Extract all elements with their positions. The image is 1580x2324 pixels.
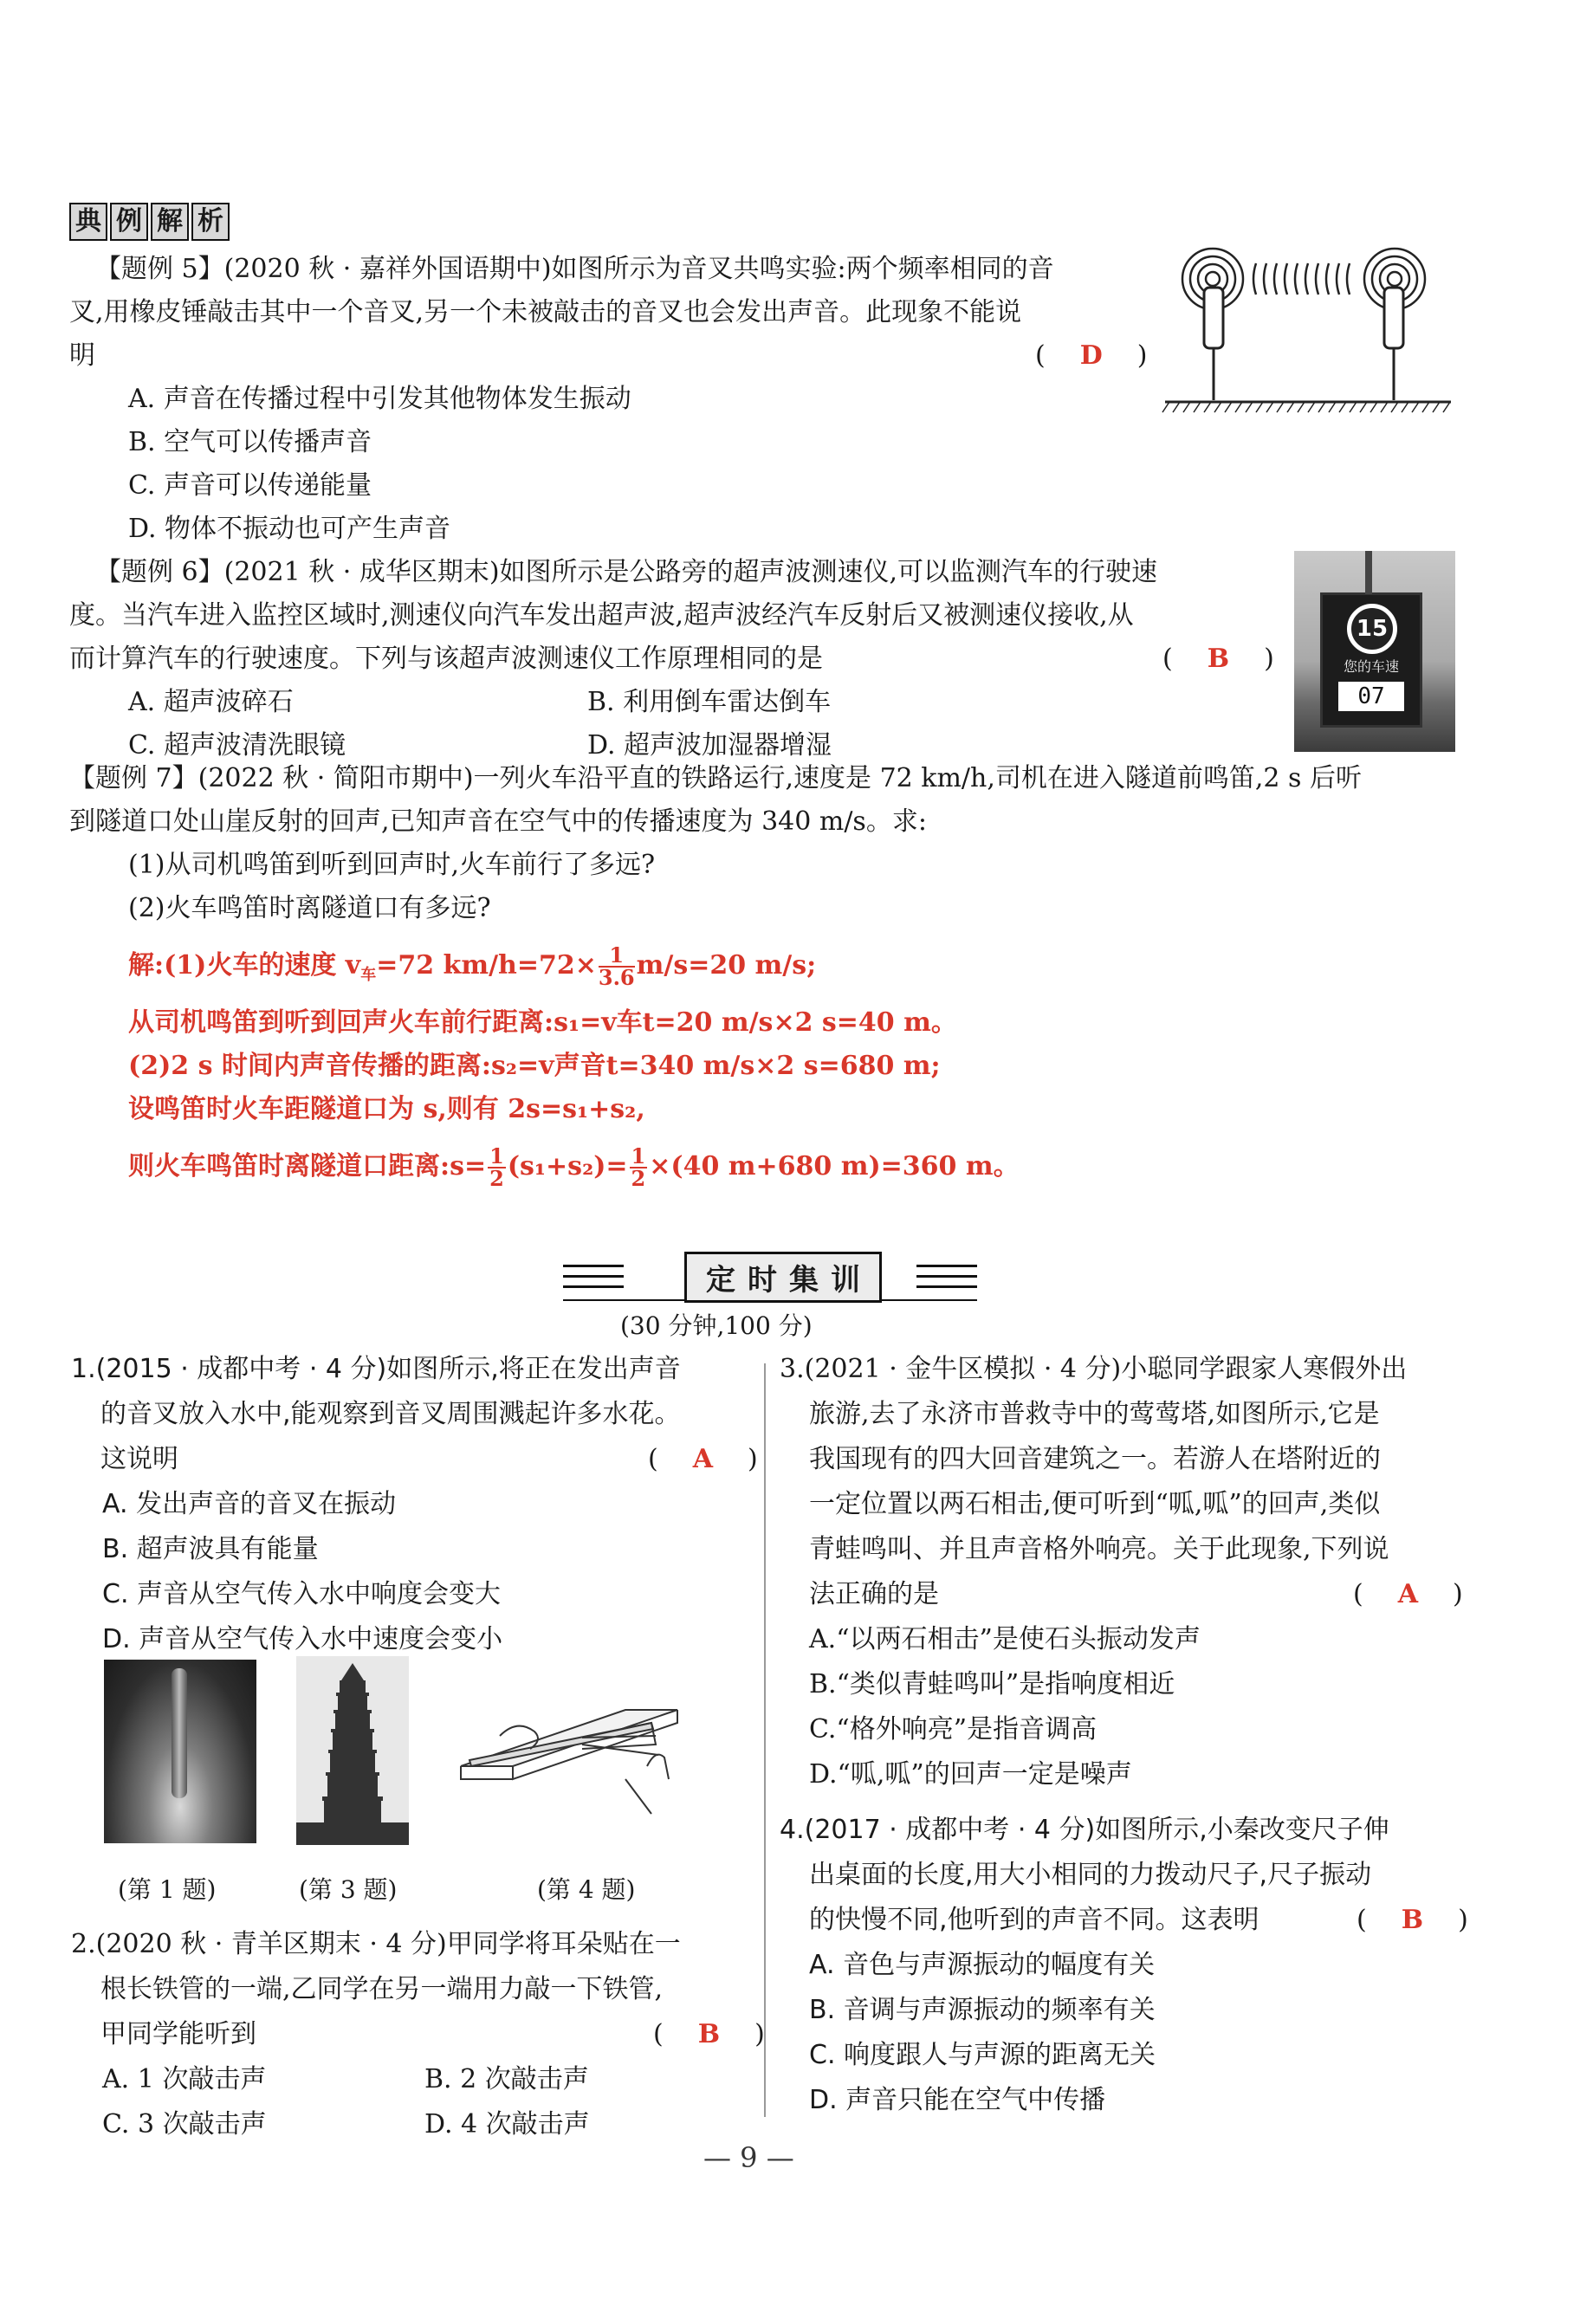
ex6-line1: 【题例 6】(2021 秋 · 成华区期末)如图所示是公路旁的超声波测速仪,可以监测汽车的行驶速 (95, 557, 1158, 587)
ex5-option-d: D. 物体不振动也可产生声音 (128, 514, 451, 544)
caption-figure-3: (第 3 题) (299, 1875, 398, 1904)
q1-option-b: B. 超声波具有能量 (102, 1534, 319, 1564)
sol5-part-b: (s₁+s₂)= (507, 1151, 628, 1181)
q3-line4: 一定位置以两石相击,便可听到“呱,呱”的回声,类似 (809, 1489, 1381, 1519)
speed-readout: 07 (1338, 682, 1404, 711)
caption-figure-1: (第 1 题) (118, 1875, 217, 1904)
frac-num: 1 (599, 945, 635, 968)
q3-line3: 我国现有的四大回音建筑之一。若游人在塔附近的 (809, 1444, 1381, 1474)
q4-line2: 出桌面的长度,用大小相同的力拨动尺子,尺子振动 (809, 1860, 1372, 1890)
deco-line (563, 1285, 624, 1288)
q3-answer-bracket: ( A ) (1353, 1579, 1463, 1609)
ex7-question1: (1)从司机鸣笛到听到回声时,火车前行了多远? (128, 850, 656, 880)
q3-line1: 3.(2021 · 金牛区模拟 · 4 分)小聪同学跟家人寒假外出 (780, 1354, 1408, 1384)
frac-den: 2 (631, 1166, 646, 1191)
ex6-answer: B (1207, 644, 1230, 674)
ex6-option-b: B. 利用倒车雷达倒车 (587, 687, 832, 717)
section-header-examples (69, 203, 232, 241)
q2-option-c: C. 3 次敲击声 (102, 2109, 267, 2140)
frac-den: 3.6 (598, 965, 635, 990)
ruler-on-table-figure (452, 1684, 686, 1831)
q3-line5: 青蛙鸣叫、并且声音格外响亮。关于此现象,下列说 (809, 1534, 1389, 1564)
q1-answer-bracket: ( A ) (648, 1444, 758, 1474)
ex7-question2: (2)火车鸣笛时离隧道口有多远? (128, 893, 491, 923)
q3-option-b: B.“类似青蛙鸣叫”是指响度相近 (809, 1669, 1175, 1699)
tuning-fork-shape (172, 1668, 187, 1798)
fraction-half-b (630, 1143, 648, 1191)
pagoda-photo (296, 1656, 409, 1845)
q3-option-c: C.“格外响亮”是指音调高 (809, 1714, 1098, 1745)
q4-option-b: B. 音调与声源振动的频率有关 (809, 1995, 1156, 2025)
speed-sign-photo (1294, 551, 1455, 752)
q1-option-a: A. 发出声音的音叉在振动 (102, 1489, 397, 1519)
q4-line1: 4.(2017 · 成都中考 · 4 分)如图所示,小秦改变尺子伸 (780, 1815, 1389, 1845)
ex6-line2: 度。当汽车进入监控区域时,测速仪向汽车发出超声波,超声波经汽车反射后又被测速仪接收,从 (69, 600, 1134, 631)
ex5-line1: 【题例 5】(2020 秋 · 嘉祥外国语期中)如图所示为音叉共鸣实验:两个频率相同的音 (95, 254, 1054, 284)
solution-line5 (128, 1145, 1020, 1189)
header-char: 析 (191, 203, 230, 241)
q3-answer: A (1397, 1579, 1418, 1609)
frac-num: 1 (631, 1143, 646, 1168)
q4-option-c: C. 响度跟人与声源的距离无关 (809, 2040, 1156, 2070)
speed-limit-sign: 15 (1347, 604, 1397, 654)
frac-num: 1 (489, 1143, 504, 1168)
caption-figure-4: (第 4 题) (537, 1875, 636, 1904)
column-divider (764, 1363, 766, 2117)
sol5-part-a: 则火车鸣笛时离隧道口距离:s= (128, 1151, 487, 1181)
sol1-part-c: m/s=20 m/s; (636, 950, 817, 981)
q2-line1: 2.(2020 秋 · 青羊区期末 · 4 分)甲同学将耳朵贴在一 (71, 1929, 681, 1959)
ex6-answer-bracket: ( B ) (1162, 644, 1274, 674)
q2-option-b: B. 2 次敲击声 (424, 2064, 589, 2094)
q2-option-d: D. 4 次敲击声 (424, 2109, 590, 2140)
page-number: — 9 — (703, 2141, 794, 2174)
q4-option-d: D. 声音只能在空气中传播 (809, 2085, 1106, 2115)
q2-line3: 甲同学能听到 (100, 2019, 256, 2049)
sol1-part-b: =72 km/h=72× (376, 950, 597, 981)
sol1-subscript: 车 (360, 966, 377, 984)
q3-option-a: A.“以两石相击”是使石头振动发声 (809, 1624, 1201, 1654)
ex6-option-a: A. 超声波碎石 (128, 687, 294, 717)
q1-option-d: D. 声音从空气传入水中速度会变小 (102, 1624, 503, 1654)
fork-in-water-photo (104, 1660, 256, 1843)
sol5-part-c: ×(40 m+680 m)=360 m。 (649, 1151, 1020, 1181)
frac-den: 2 (489, 1166, 504, 1191)
ex7-line1: 【题例 7】(2022 秋 · 简阳市期中)一列火车沿平直的铁路运行,速度是 72 km/h,司机在进入隧道前鸣笛,2 s 后听 (69, 763, 1362, 793)
q2-option-a: A. 1 次敲击声 (102, 2064, 267, 2094)
ex7-line2: 到隧道口处山崖反射的回声,已知声音在空气中的传播速度为 340 m/s。求: (69, 806, 927, 837)
tuning-fork-figure (1161, 244, 1455, 426)
q1-line3: 这说明 (100, 1444, 178, 1474)
q3-line2: 旅游,去了永济市普救寺中的莺莺塔,如图所示,它是 (809, 1399, 1380, 1429)
q1-line1: 1.(2015 · 成都中考 · 4 分)如图所示,将正在发出声音 (71, 1354, 681, 1384)
q2-answer: B (697, 2019, 721, 2049)
fraction-1-over-3.6 (598, 942, 635, 990)
ex5-answer: D (1079, 340, 1103, 371)
solution-line4: 设鸣笛时火车距隧道口为 s,则有 2s=s₁+s₂, (128, 1094, 645, 1124)
ex5-line2: 叉,用橡皮锤敲击其中一个音叉,另一个未被敲击的音叉也会发出声音。此现象不能说 (69, 297, 1022, 327)
deco-line (916, 1265, 977, 1267)
solution-line2: 从司机鸣笛到听到回声火车前行距离:s₁=v车t=20 m/s×2 s=40 m。 (128, 1007, 957, 1038)
q4-line3: 的快慢不同,他听到的声音不同。这表明 (809, 1905, 1259, 1935)
q4-option-a: A. 音色与声源振动的幅度有关 (809, 1950, 1156, 1980)
header-char: 典 (69, 203, 107, 241)
q4-answer: B (1401, 1905, 1424, 1935)
ex5-line3: 明 (69, 340, 95, 371)
q4-answer-bracket: ( B ) (1357, 1905, 1468, 1935)
ex5-answer-bracket: ( D ) (1035, 340, 1148, 371)
sign-caption: 您的车速 (1343, 658, 1399, 675)
q2-answer-bracket: ( B ) (653, 2019, 765, 2049)
header-char: 解 (151, 203, 189, 241)
deco-line (563, 1275, 624, 1278)
deco-line (916, 1275, 977, 1278)
sol1-part-a: 解:(1)火车的速度 v (128, 950, 361, 981)
ex5-option-b: B. 空气可以传播声音 (128, 427, 372, 457)
solution-line3: (2)2 s 时间内声音传播的距离:s₂=v声音t=340 m/s×2 s=680 m; (128, 1051, 941, 1081)
header-char: 例 (110, 203, 148, 241)
ex6-line3: 而计算汽车的行驶速度。下列与该超声波测速仪工作原理相同的是 (69, 644, 823, 674)
solution-line1 (128, 944, 816, 997)
ex5-option-a: A. 声音在传播过程中引发其他物体发生振动 (128, 384, 631, 414)
q1-answer: A (692, 1444, 713, 1474)
ex6-option-c: C. 超声波清洗眼镜 (128, 730, 346, 761)
section-title-timed-practice: 定时集训 (684, 1252, 882, 1303)
q2-line2: 根长铁管的一端,乙同学在另一端用力敲一下铁管, (100, 1974, 664, 2004)
q1-option-c: C. 声音从空气传入水中响度会变大 (102, 1579, 502, 1609)
q3-line6: 法正确的是 (809, 1579, 939, 1609)
section-time-score: (30 分钟,100 分) (620, 1311, 813, 1340)
sign-pole (1365, 551, 1372, 594)
q3-option-d: D.“呱,呱”的回声一定是噪声 (809, 1759, 1132, 1790)
ex6-option-d: D. 超声波加湿器增湿 (587, 730, 832, 761)
ex5-option-c: C. 声音可以传递能量 (128, 470, 372, 501)
fraction-half-a (488, 1143, 506, 1191)
q1-line2: 的音叉放入水中,能观察到音叉周围溅起许多水花。 (100, 1399, 681, 1429)
deco-line (916, 1285, 977, 1288)
deco-line (563, 1265, 624, 1267)
speed-sign-board (1320, 592, 1422, 728)
